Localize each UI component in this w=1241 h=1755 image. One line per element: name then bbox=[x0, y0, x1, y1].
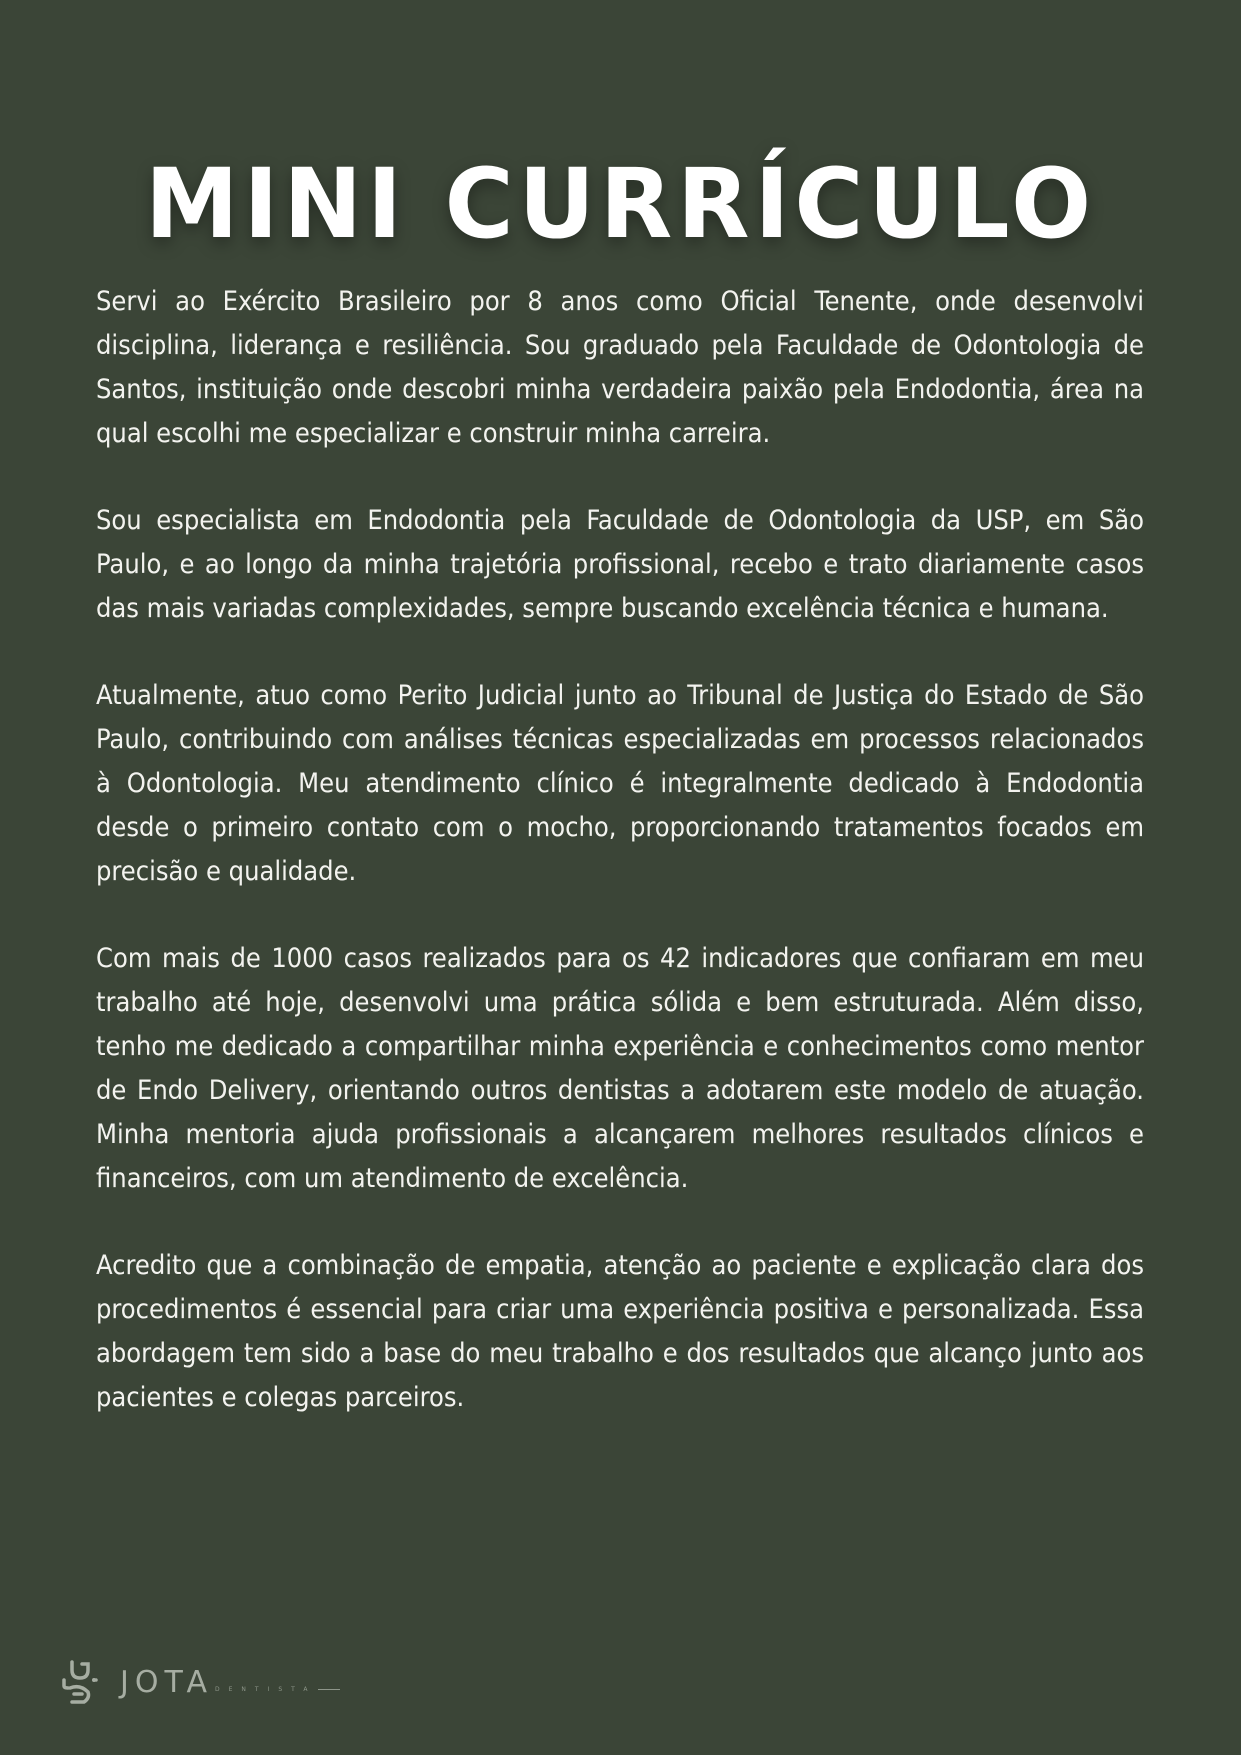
paragraph-judicial-expert: Atualmente, atuo como Perito Judicial junto ao Tribunal de Justiça do Estado de São Paulo, contribuindo com análises técnicas especializadas em processos relacionados à Odontologia. Meu atendimento clínico é integralmente dedicado à Endodontia desde o primeiro contato com o mocho, proporcionando tratamentos focados em precisão e qualidade. bbox=[96, 680, 1144, 887]
paragraph-specialization: Sou especialista em Endodontia pela Faculdade de Odontologia da USP, em São Paulo, e ao longo da minha trajetória profissional, recebo e trato diariamente casos das mais variadas complexidades, sempre buscando excelência técnica e humana. bbox=[96, 505, 1144, 624]
paragraph-military-education: Servi ao Exército Brasileiro por 8 anos como Oficial Tenente, onde desenvolvi disciplina, liderança e resiliência. Sou graduado pela Faculdade de Odontologia de Santos, instituição onde descobri minha verdadeira paixão pela Endodontia, área na qual escolhi me especializar e construir minha carreira. bbox=[96, 286, 1144, 449]
paragraph-cases-mentorship: Com mais de 1000 casos realizados para os 42 indicadores que confiaram em meu trabalho até hoje, desenvolvi uma prática sólida e bem estruturada. Além disso, tenho me dedicado a compartilhar minha experiência e conhecimentos como mentor de Endo Delivery, orientando outros dentistas a adotarem este modelo de atuação. Minha mentoria ajuda profissionais a alcançarem melhores resultados clínicos e financeiros, com um atendimento de excelência. bbox=[96, 943, 1144, 1194]
brand-underline bbox=[318, 1689, 340, 1690]
page-title: MINI CURRÍCULO bbox=[144, 148, 1097, 261]
brand-name: JOTA bbox=[120, 1664, 213, 1700]
paragraph-philosophy: Acredito que a combinação de empatia, atenção ao paciente e explicação clara dos procedimentos é essencial para criar uma experiência positiva e personalizada. Essa abordagem tem sido a base do meu trabalho e dos resultados que alcanço junto aos pacientes e colegas parceiros. bbox=[96, 1250, 1144, 1413]
brand-subtitle: DENTISTA bbox=[214, 1685, 317, 1693]
curriculum-body bbox=[96, 280, 1144, 1463]
jota-monogram-icon bbox=[60, 1658, 100, 1706]
brand-logo bbox=[60, 1658, 340, 1706]
